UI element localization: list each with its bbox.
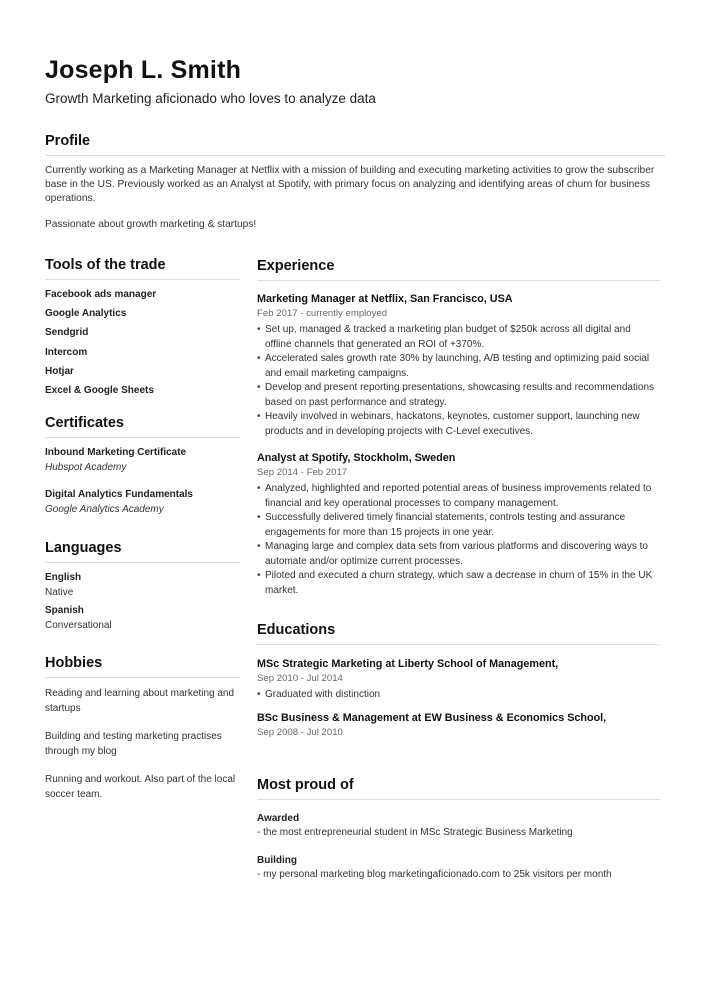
- certificate-name: Inbound Marketing Certificate: [45, 447, 187, 459]
- language-name: English: [45, 572, 82, 584]
- education-degree: MSc Strategic Marketing at Liberty School of Management,: [257, 658, 559, 670]
- job-bullets: [257, 323, 660, 439]
- job-bullet: • Managing large and complex data sets from various platforms and discovering ways to automate and/or optimize current processes.: [257, 540, 660, 569]
- right-column: [257, 258, 660, 882]
- job-bullet: • Analyzed, highlighted and reported potential areas of business improvements related to financial and key operational processes to company management.: [257, 482, 660, 511]
- tool-item: Google Analytics: [45, 308, 127, 320]
- experience-section: [257, 258, 660, 598]
- hobbies-section: [45, 655, 240, 802]
- education-entry: [257, 657, 660, 703]
- job-date: Sep 2014 - Feb 2017: [257, 467, 348, 478]
- certificate-issuer: Google Analytics Academy: [45, 504, 164, 516]
- language-name: Spanish: [45, 605, 84, 617]
- certificate-name: Digital Analytics Fundamentals: [45, 489, 193, 501]
- certificates-title: Certificates: [45, 415, 240, 438]
- certificate-issuer: Hubspot Academy: [45, 462, 127, 474]
- education-entry: [257, 711, 660, 740]
- proud-item-title: Awarded: [257, 812, 300, 824]
- job-title: Analyst at Spotify, Stockholm, Sweden: [257, 452, 456, 464]
- left-column: [45, 257, 240, 802]
- profile-paragraph: Passionate about growth marketing & startups!: [45, 219, 257, 230]
- languages-section: [45, 540, 240, 633]
- job-bullet: • Heavily involved in webinars, hackatons, keynotes, customer support, launching new products and in developing projects with C-Level executives.: [257, 410, 660, 439]
- tool-item: Hotjar: [45, 365, 74, 377]
- job-bullet: • Develop and present reporting presentations, showcasing results and recommendations based on past performance and strategy.: [257, 381, 660, 410]
- job-bullet: • Set up, managed & tracked a marketing plan budget of $250k across all digital and offline channels that generated an ROI of +370%.: [257, 323, 660, 352]
- job-entry: [257, 292, 660, 439]
- candidate-name: Joseph L. Smith: [45, 56, 242, 84]
- certificates-section: [45, 415, 240, 517]
- education-degree: BSc Business & Management at EW Business & Economics School,: [257, 711, 607, 724]
- education-title: Educations: [257, 622, 660, 645]
- proud-title: Most proud of: [257, 777, 660, 800]
- hobbies-title: Hobbies: [45, 655, 240, 678]
- languages-title: Languages: [45, 540, 240, 563]
- job-title: Marketing Manager at Netflix, San Francisco, USA: [257, 293, 513, 305]
- education-section: [257, 622, 660, 740]
- job-date: Feb 2017 - currently employed: [257, 308, 388, 319]
- tools-list: [45, 288, 240, 403]
- tool-item: Excel & Google Sheets: [45, 384, 154, 396]
- candidate-tagline: Growth Marketing aficionado who loves to analyze data: [45, 91, 376, 106]
- certificate-entry: [45, 446, 240, 475]
- education-bullet: • Graduated with distinction: [257, 688, 660, 703]
- hobby-item: Running and workout. Also part of the local soccer team.: [45, 774, 236, 801]
- proud-item-text: - my personal marketing blog marketingaficionado.com to 25k visitors per month: [257, 868, 612, 880]
- profile-paragraph: Currently working as a Marketing Manager at Netflix with a mission of building and executing marketing activities to grow the subscriber base in the US. Previously worked as an Analyst at Spotify, with primary focus on analyzing and identifying areas of churn for business operations.: [45, 165, 655, 204]
- job-bullets: [257, 482, 660, 598]
- proud-entry: [257, 854, 660, 882]
- profile-section: [45, 133, 665, 232]
- language-entry: [45, 604, 240, 633]
- hobby-item: Reading and learning about marketing and startups: [45, 688, 235, 715]
- tool-item: Intercom: [45, 346, 88, 358]
- job-entry: [257, 451, 660, 598]
- education-date: Sep 2008 - Jul 2010: [257, 726, 343, 738]
- hobby-item: Building and testing marketing practises through my blog: [45, 731, 222, 758]
- language-entry: [45, 571, 240, 600]
- job-bullet: • Accelerated sales growth rate 30% by launching, A/B testing and optimizing paid social and email marketing campaigns.: [257, 352, 660, 381]
- language-level: Native: [45, 587, 74, 599]
- tool-item: Facebook ads manager: [45, 289, 157, 300]
- tools-title: Tools of the trade: [45, 257, 240, 280]
- education-date: Sep 2010 - Jul 2014: [257, 673, 343, 684]
- proud-entry: [257, 812, 660, 840]
- job-bullet: • Piloted and executed a churn strategy, which saw a decrease in churn of 15% in the UK market.: [257, 569, 660, 598]
- proud-item-title: Building: [257, 854, 297, 866]
- experience-title: Experience: [257, 258, 660, 281]
- proud-section: [257, 777, 660, 882]
- tool-item: Sendgrid: [45, 327, 89, 339]
- proud-item-text: - the most entrepreneurial student in MSc Strategic Business Marketing: [257, 826, 573, 838]
- certificate-entry: [45, 488, 240, 517]
- language-level: Conversational: [45, 620, 112, 632]
- job-bullet: • Successfully delivered timely financial statements, controls testing and assurance engagements for more than 15 projects in one year.: [257, 511, 660, 540]
- tools-section: [45, 257, 240, 403]
- education-bullets: [257, 688, 660, 703]
- profile-title: Profile: [45, 133, 665, 156]
